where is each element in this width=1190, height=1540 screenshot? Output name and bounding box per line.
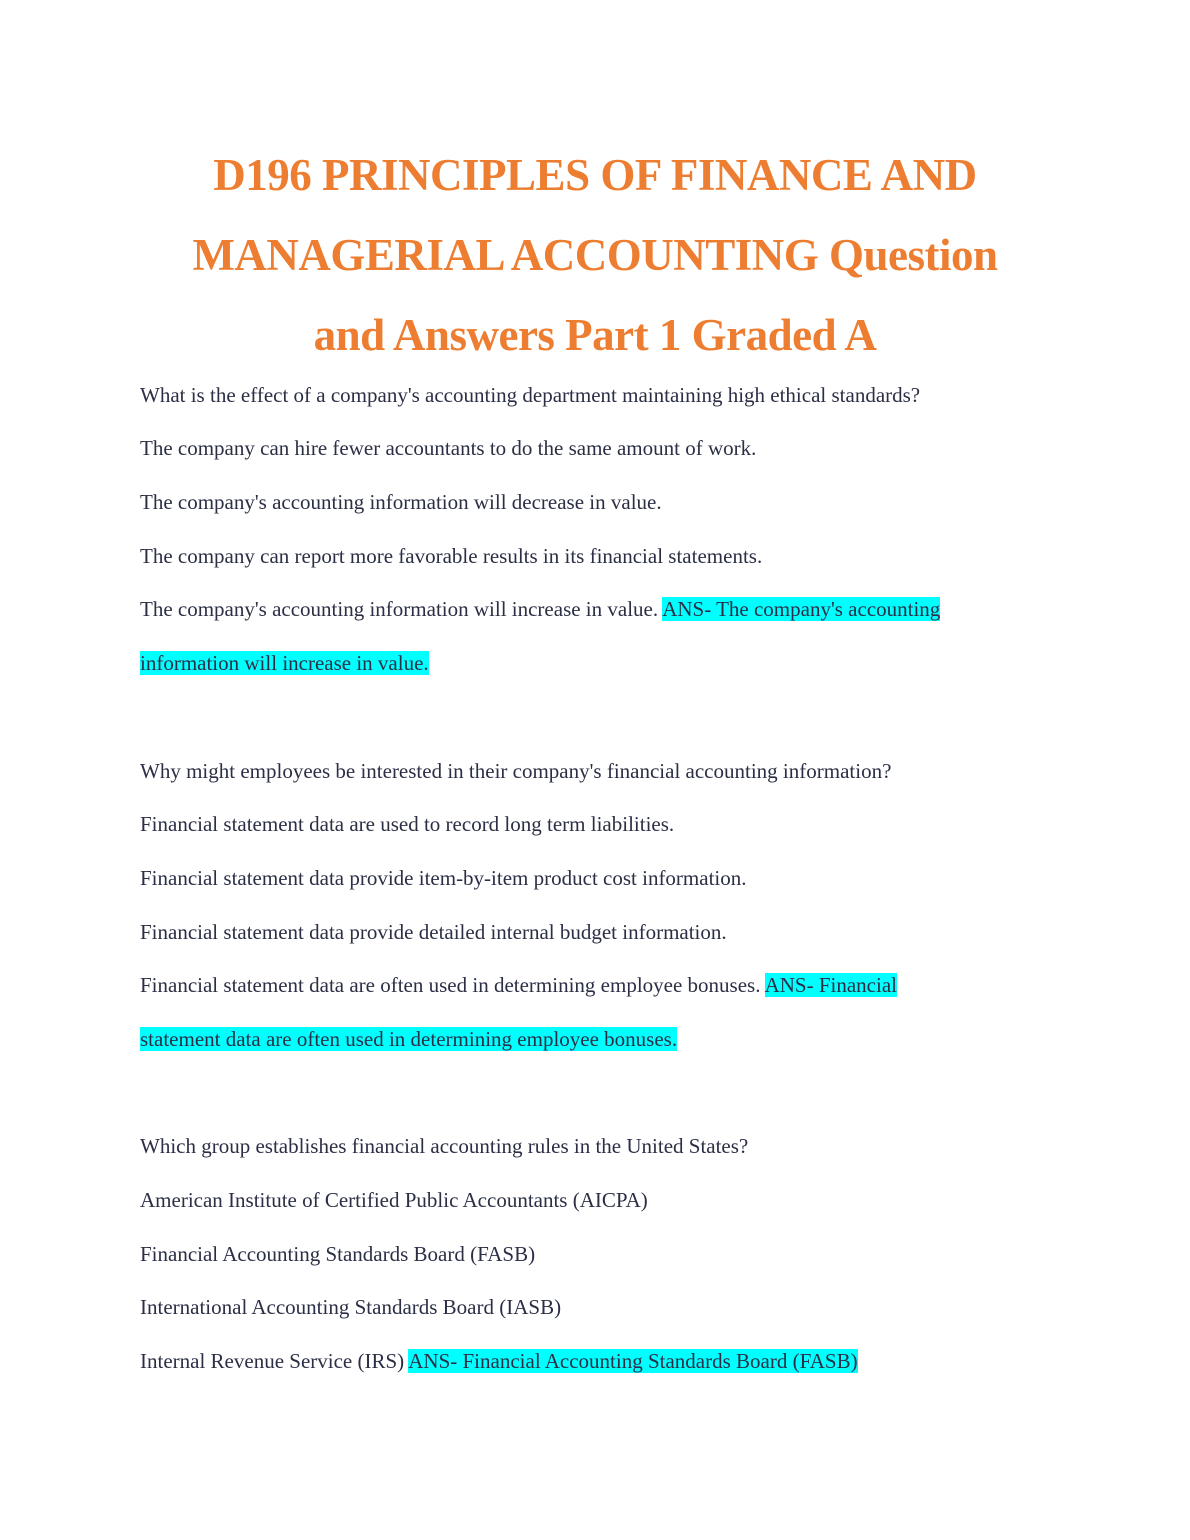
- title-line-3: and Answers Part 1 Graded A: [313, 310, 877, 360]
- question-3-option-4: Internal Revenue Service (IRS): [140, 1349, 405, 1373]
- question-1-option-4: The company's accounting information will increase in value.: [140, 597, 659, 621]
- title-line-1: D196 PRINCIPLES OF FINANCE AND: [213, 150, 977, 200]
- question-1-text: What is the effect of a company's accounting department maintaining high ethical standards?: [140, 383, 921, 407]
- question-3-option-4-line: [140, 1347, 858, 1375]
- question-1-answer-continued-line: [140, 649, 429, 677]
- question-2-answer: ANS- Financial: [764, 973, 897, 997]
- question-1-answer-continued: information will increase in value.: [140, 651, 429, 675]
- question-3-text: Which group establishes financial accounting rules in the United States?: [140, 1134, 749, 1158]
- question-2-option-2: Financial statement data provide item-by-item product cost information.: [140, 866, 747, 890]
- title-line-2: MANAGERIAL ACCOUNTING Question: [192, 230, 998, 280]
- question-1-option-1: The company can hire fewer accountants to do the same amount of work.: [140, 436, 757, 460]
- question-2-option-3: Financial statement data provide detailed internal budget information.: [140, 920, 727, 944]
- question-2-option-1: Financial statement data are used to record long term liabilities.: [140, 812, 675, 836]
- question-2-answer-continued: statement data are often used in determining employee bonuses.: [140, 1027, 678, 1051]
- question-2-answer-continued-line: [140, 1025, 677, 1053]
- question-1-answer: ANS- The company's accounting: [662, 597, 941, 621]
- question-2-text: Why might employees be interested in their company's financial accounting information?: [140, 759, 892, 783]
- question-3-option-3: International Accounting Standards Board (IASB): [140, 1295, 562, 1319]
- question-2-option-4-line: [140, 971, 897, 999]
- question-3-option-2: Financial Accounting Standards Board (FASB): [140, 1242, 536, 1266]
- question-2-option-4: Financial statement data are often used in determining employee bonuses.: [140, 973, 761, 997]
- question-1-option-2: The company's accounting information will decrease in value.: [140, 490, 662, 514]
- question-1-option-4-line: [140, 595, 940, 623]
- question-3-answer: ANS- Financial Accounting Standards Board (FASB): [408, 1349, 858, 1373]
- question-1-option-3: The company can report more favorable results in its financial statements.: [140, 544, 763, 568]
- question-3-option-1: American Institute of Certified Public Accountants (AICPA): [140, 1188, 648, 1212]
- document-title: [95, 135, 1095, 375]
